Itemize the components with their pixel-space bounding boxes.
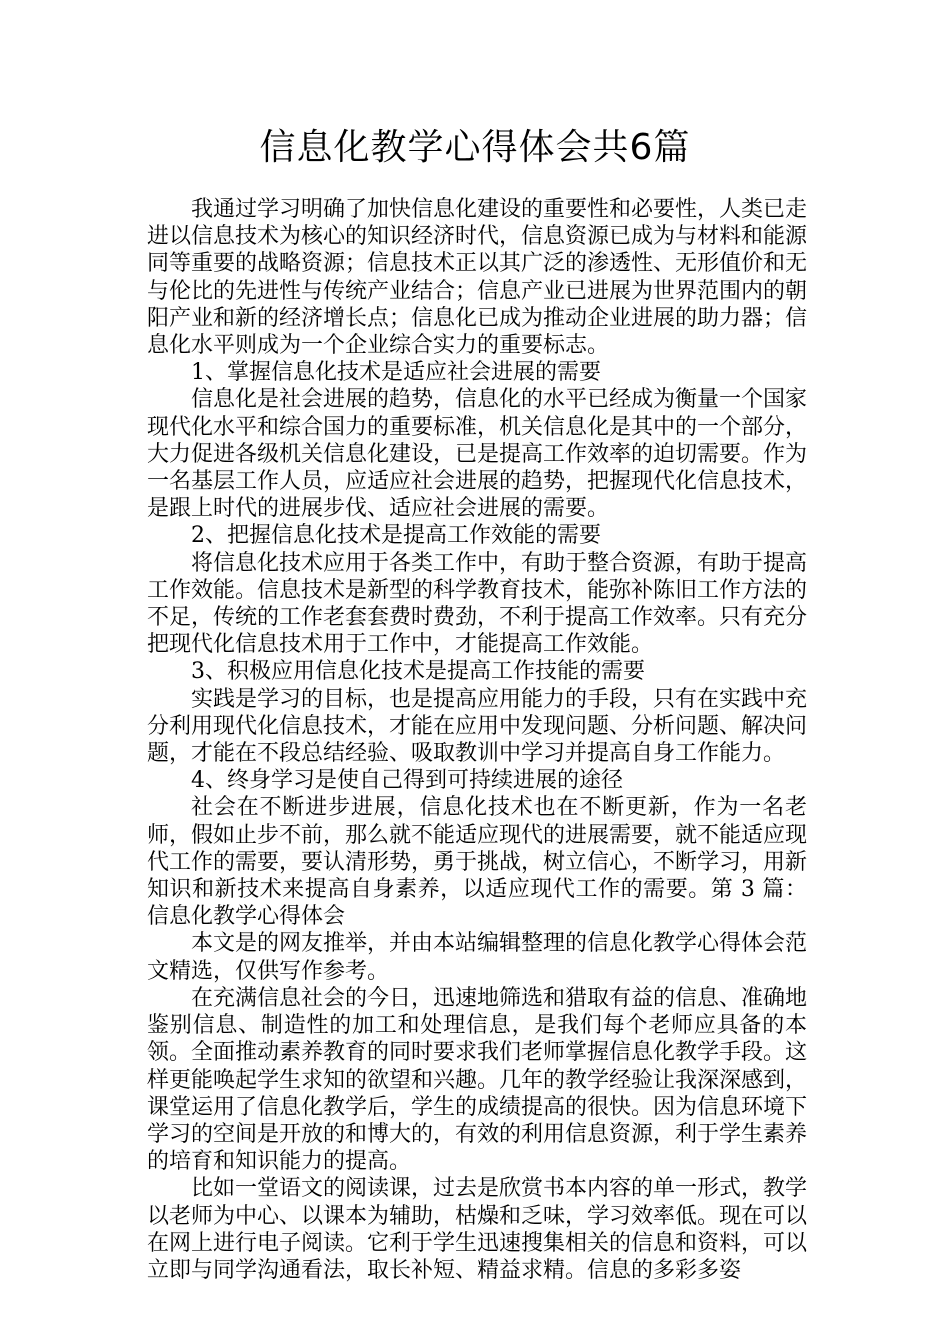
paragraph-3: 实践是学习的目标，也是提高应用能力的手段，只有在实践中充分利用现代化信息技术，才能在应用中发现问题、分析问题、解决问题，才能在不段总结经验、吸取教训中学习并提高自身工作能力。 bbox=[147, 686, 808, 767]
paragraph-intro: 我通过学习明确了加快信息化建设的重要性和必要性，人类已走进以信息技术为核心的知识经济时代，信息资源已成为与材料和能源同等重要的战略资源；信息技术正以其广泛的渗透性、无形值价和无与伦比的先进性与传统产业结合；信息产业已进展为世界范围内的朝阳产业和新的经济增长点；信息化已成为推动企业进展的助力器；信息化水平则成为一个企业综合实力的重要标志。 bbox=[147, 197, 808, 359]
heading-4: 4、终身学习是使自己得到可持续进展的途径 bbox=[191, 768, 623, 794]
heading-3: 3、积极应用信息化技术是提高工作技能的需要 bbox=[191, 659, 645, 685]
heading-1: 1、掌握信息化技术是适应社会进展的需要 bbox=[191, 360, 601, 386]
paragraph-5: 本文是的网友推举，并由本站编辑整理的信息化教学心得体会范文精选，仅供写作参考。 bbox=[147, 931, 808, 984]
paragraph-4: 社会在不断进步进展，信息化技术也在不断更新，作为一名老师，假如止步不前，那么就不能适应现代的进展需要，就不能适应现代工作的需要，要认清形势，勇于挑战，树立信心，不断学习，用新知识和新技术来提高自身素养，以适应现代工作的需要。第 3 篇：信息化教学心得体会 bbox=[147, 795, 808, 930]
document-body bbox=[147, 196, 807, 1284]
paragraph-1: 信息化是社会进展的趋势，信息化的水平已经成为衡量一个国家现代化水平和综合国力的重要标准，机关信息化是其中的一个部分，大力促进各级机关信息化建设，已是提高工作效率的迫切需要。作为一名基层工作人员，应适应社会进展的趋势，把握现代化信息技术，是跟上时代的进展步伐、适应社会进展的需要。 bbox=[147, 387, 808, 522]
document-title: 信息化教学心得体会共6篇 bbox=[259, 127, 691, 168]
paragraph-7: 比如一堂语文的阅读课，过去是欣赏书本内容的单一形式，教学以老师为中心、以课本为辅助，枯燥和乏味，学习效率低。现在可以在网上进行电子阅读。它利于学生迅速搜集相关的信息和资料，可以立即与同学沟通看法，取长补短、精益求精。信息的多彩多姿 bbox=[147, 1176, 808, 1283]
paragraph-6: 在充满信息社会的今日，迅速地筛选和猎取有益的信息、准确地鉴别信息、制造性的加工和处理信息，是我们每个老师应具备的本领。全面推动素养教育的同时要求我们老师掌握信息化教学手段。这样更能唤起学生求知的欲望和兴趣。几年的教学经验让我深深感到，课堂运用了信息化教学后，学生的成绩提高的很快。因为信息环境下学习的空间是开放的和博大的，有效的利用信息资源，利于学生素养的培育和知识能力的提高。 bbox=[147, 985, 808, 1175]
heading-2: 2、把握信息化技术是提高工作效能的需要 bbox=[191, 523, 601, 549]
paragraph-2: 将信息化技术应用于各类工作中，有助于整合资源，有助于提高工作效能。信息技术是新型的科学教育技术，能弥补陈旧工作方法的不足，传统的工作老套套费时费劲，不利于提高工作效率。只有充分把现代化信息技术用于工作中，才能提高工作效能。 bbox=[147, 550, 808, 658]
